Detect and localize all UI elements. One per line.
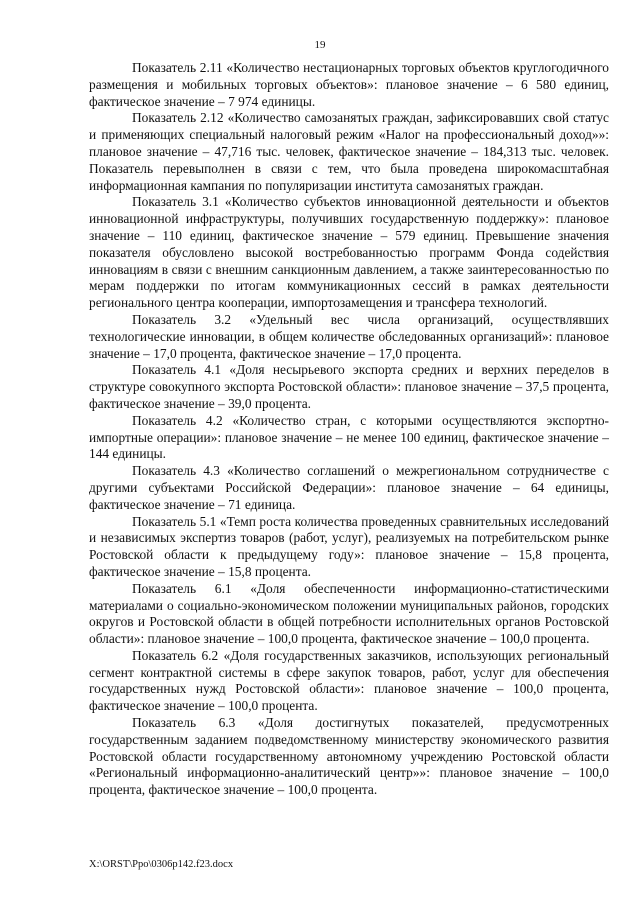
paragraph-indicator-5-1: Показатель 5.1 «Темп роста количества проведенных сравнительных исследований и независимых экспертиз товаров (работ, услуг), реализуемых на потребительском рынке Ростовской области к предыдущему году»: плановое значение – 15,8 процента, фактическое значение – 15,8 процента. (89, 513, 609, 579)
footer-file-path: X:\ORST\Ppo\0306p142.f23.docx (89, 859, 234, 870)
paragraph-indicator-3-1: Показатель 3.1 «Количество субъектов инновационной деятельности и объектов инновационной инфраструктуры, получивших государственную поддержку»: плановое значение – 110 единиц, фактическое значение – 579 единиц. Превышение значения показателя обусловлено высокой востребованностью программ Фонда содействия инновациям в связи с внешним санкционным давлением, а также заинтересованностью по мерам поддержки по итогам коммуникационных сессий в рамках деятельности регионального центра кооперации, импортозамещения и трансфера технологий. (89, 194, 609, 311)
paragraph-indicator-6-2: Показатель 6.2 «Доля государственных заказчиков, использующих региональный сегмент контрактной системы в сфере закупок товаров, работ, услуг для обеспечения государственных нужд Ростовской области»: плановое значение – 100,0 процента, фактическое значение – 100,0 процента. (89, 647, 609, 714)
paragraph-indicator-6-3: Показатель 6.3 «Доля достигнутых показателей, предусмотренных государственным заданием подведомственному министерству экономического развития Ростовской области государственному автономному учреждению Ростовской области «Региональный информационно-аналитический центр»»: плановое значение – 100,0 процента, фактическое значение – 100,0 процента. (89, 715, 609, 798)
paragraph-indicator-4-2: Показатель 4.2 «Количество стран, с которыми осуществляются экспортно-импортные операции»: плановое значение – не менее 100 единиц, фактическое значение – 144 единицы. (89, 412, 609, 462)
document-body (89, 60, 609, 799)
page-number: 19 (314, 39, 326, 51)
paragraph-indicator-3-2: Показатель 3.2 «Удельный вес числа организаций, осуществлявших технологические инновации, в общем количестве обследованных организаций»: плановое значение – 17,0 процента, фактическое значение – 17,0 процента. (89, 311, 609, 361)
paragraph-indicator-2-12: Показатель 2.12 «Количество самозанятых граждан, зафиксировавших свой статус и применяющих специальный налоговый режим «Налог на профессиональный доход»»: плановое значение – 47,716 тыс. человек, фактическое значение – 184,313 тыс. человек. Показатель перевыполнен в связи с тем, что была проведена широкомасштабная информационная кампания по популяризации института самозанятых граждан. (89, 110, 609, 193)
paragraph-indicator-2-11: Показатель 2.11 «Количество нестационарных торговых объектов круглогодичного размещения и мобильных торговых объектов»: плановое значение – 6 580 единиц, фактическое значение – 7 974 единицы. (89, 60, 609, 109)
paragraph-indicator-6-1: Показатель 6.1 «Доля обеспеченности информационно-статистическими материалами о социально-экономическом положении муниципальных районов, городских округов и Ростовской области в общей потребности исполнительных органов Ростовской области»: плановое значение – 100,0 процента, фактическое значение – 100,0 процента. (89, 580, 609, 647)
paragraph-indicator-4-1: Показатель 4.1 «Доля несырьевого экспорта средних и верхних переделов в структуре совокупного экспорта Ростовской области»: плановое значение – 37,5 процента, фактическое значение – 39,0 процента. (89, 362, 609, 411)
paragraph-indicator-4-3: Показатель 4.3 «Количество соглашений о межрегиональном сотрудничестве с другими субъектами Российской Федерации»: плановое значение – 64 единицы, фактическое значение – 71 единица. (89, 463, 609, 512)
